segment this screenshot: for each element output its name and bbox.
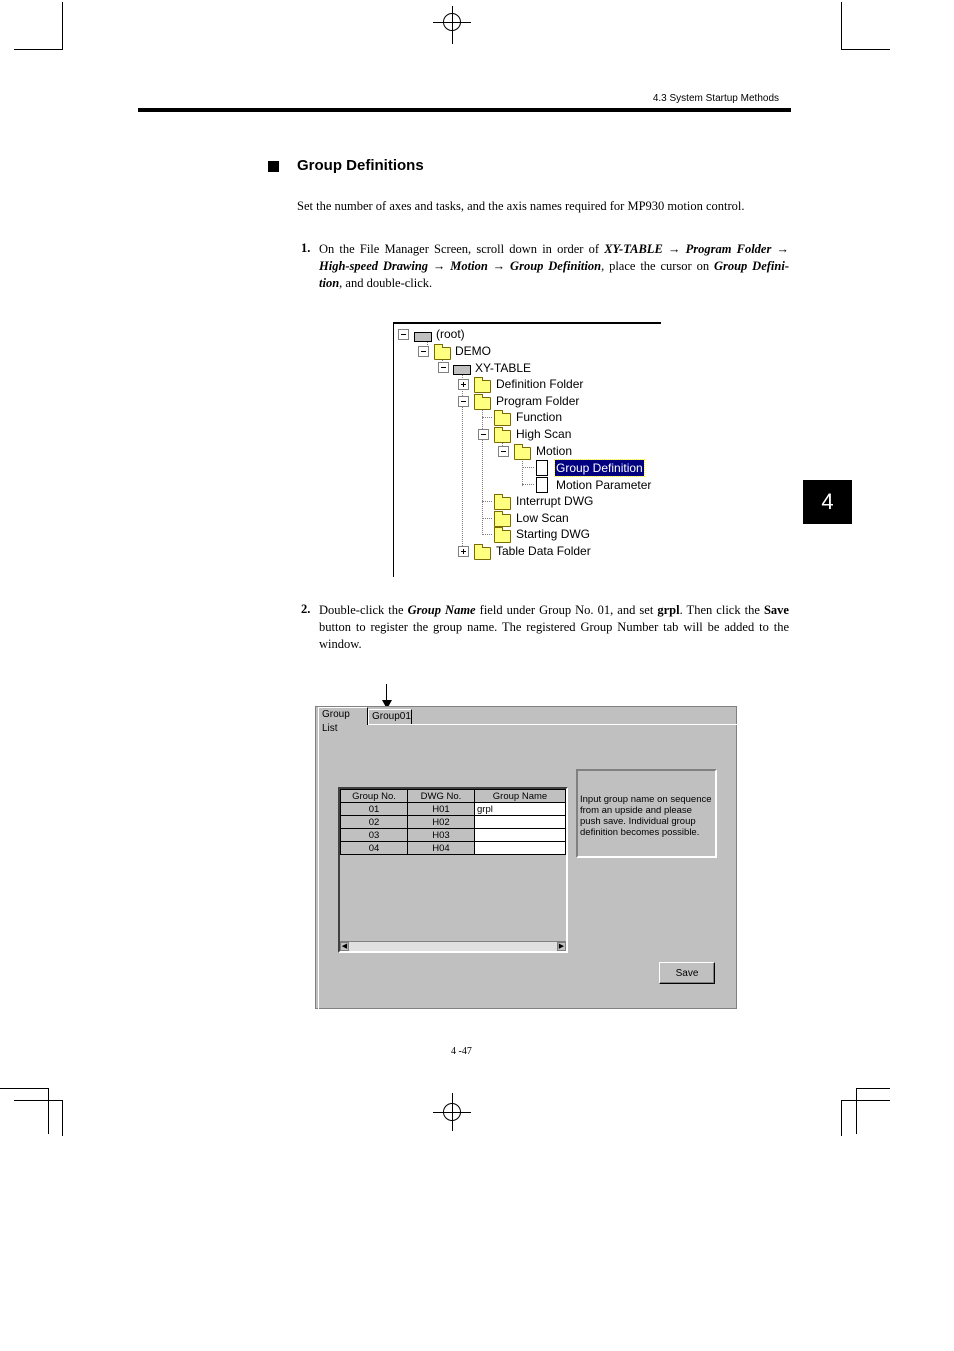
folder-icon — [474, 397, 491, 410]
tree-connector — [482, 501, 492, 502]
tab-group01[interactable]: Group01 — [368, 709, 412, 724]
tree-item-program-folder[interactable]: Program Folder — [496, 394, 580, 408]
crop-mark — [62, 2, 63, 50]
collapse-toggle[interactable] — [478, 429, 489, 440]
folder-icon — [494, 430, 511, 443]
registration-mark — [443, 13, 461, 31]
expand-toggle[interactable] — [458, 546, 469, 557]
crop-mark — [14, 1100, 63, 1101]
step-text: , and double-click. — [339, 276, 433, 290]
document-icon — [536, 460, 548, 476]
folder-icon — [474, 380, 491, 393]
running-header: 4.3 System Startup Methods — [652, 93, 779, 104]
dwg-no-cell: H03 — [408, 829, 475, 842]
collapse-toggle[interactable] — [418, 346, 429, 357]
registration-mark — [443, 1103, 461, 1121]
tree-connector — [522, 484, 534, 485]
table-row — [341, 829, 566, 842]
tree-connector — [522, 456, 523, 486]
group-no-cell: 02 — [341, 816, 408, 829]
step-emphasis: Group Name — [407, 603, 476, 617]
table-row — [341, 816, 566, 829]
collapse-toggle[interactable] — [438, 362, 449, 373]
group-definition-window — [315, 706, 737, 1009]
step-emphasis: grpl — [657, 603, 680, 617]
tree-item-xy-table[interactable]: XY-TABLE — [475, 361, 532, 375]
folder-icon — [514, 447, 531, 460]
step-2-text — [319, 602, 789, 653]
tree-item-motion-parameter[interactable]: Motion Parameter — [556, 478, 652, 492]
tree-item-high-scan[interactable]: High Scan — [516, 427, 572, 441]
dwg-no-cell: H02 — [408, 816, 475, 829]
tree-item-low-scan[interactable]: Low Scan — [516, 511, 569, 525]
column-header[interactable]: Group No. — [341, 790, 408, 803]
frame-edge — [393, 322, 394, 577]
step-text: button to register the group name. The registered Group Number tab will be added to the window. — [319, 620, 789, 651]
crop-mark — [62, 1100, 63, 1136]
tree-item-starting-dwg[interactable]: Starting DWG — [516, 527, 591, 541]
tab-panel — [318, 724, 737, 1009]
step-1-text — [319, 241, 789, 292]
folder-icon — [494, 413, 511, 426]
step-text: , place the cursor on — [601, 259, 714, 273]
tab-group-list[interactable]: Group List — [318, 707, 368, 725]
dwg-no-cell: H01 — [408, 803, 475, 816]
document-icon — [536, 477, 548, 493]
frame-edge — [393, 322, 661, 324]
tree-item-group-definition[interactable]: Group Definition — [556, 461, 643, 475]
folder-icon — [494, 514, 511, 527]
message-text: Input group name on sequence from an upside and please push save. Individual group definition becomes possible. — [580, 794, 712, 838]
crop-mark — [48, 1088, 49, 1134]
group-name-field[interactable]: grpl — [475, 803, 566, 816]
tree-connector — [482, 417, 492, 418]
group-name-field[interactable] — [475, 842, 566, 855]
step-emphasis: XY-TABLE → Program Folder → High-speed Drawing → Motion → Group Definition — [319, 242, 789, 273]
step-number: 1. — [301, 241, 311, 255]
tree-item-definition-folder[interactable]: Definition Folder — [496, 377, 584, 391]
tree-connector — [482, 534, 492, 535]
collapse-toggle[interactable] — [498, 446, 509, 457]
crop-mark — [856, 1088, 890, 1089]
group-no-cell: 01 — [341, 803, 408, 816]
folder-icon — [494, 497, 511, 510]
step-text: On the File Manager Screen, scroll down in order of — [319, 242, 605, 256]
message-box — [576, 769, 717, 858]
section-title: Group Definitions — [297, 157, 424, 174]
intro-paragraph: Set the number of axes and tasks, and the axis names required for MP930 motion control. — [297, 199, 745, 213]
collapse-toggle[interactable] — [398, 329, 409, 340]
tree-item-table-data-folder[interactable]: Table Data Folder — [496, 544, 591, 558]
section-bullet-icon — [268, 161, 279, 172]
step-text: field under Group No. 01, and set — [475, 603, 658, 617]
tree-item-demo[interactable]: DEMO — [455, 344, 491, 358]
crop-mark — [841, 49, 890, 50]
tree-item-motion[interactable]: Motion — [536, 444, 573, 458]
folder-icon — [434, 347, 451, 360]
group-name-field[interactable] — [475, 829, 566, 842]
step-emphasis: Save — [763, 603, 789, 617]
tree-item-interrupt-dwg[interactable]: Interrupt DWG — [516, 494, 594, 508]
drive-icon — [453, 365, 471, 375]
save-button[interactable]: Save — [659, 962, 715, 984]
tree-item-function[interactable]: Function — [516, 410, 563, 424]
crop-mark — [841, 1100, 842, 1136]
tree-item-root[interactable]: (root) — [436, 327, 465, 341]
expand-toggle[interactable] — [458, 379, 469, 390]
file-manager-tree — [393, 322, 661, 577]
column-header[interactable]: Group Name — [475, 790, 566, 803]
group-no-cell: 04 — [341, 842, 408, 855]
tree-connector — [482, 406, 483, 533]
crop-mark — [14, 49, 63, 50]
dwg-no-cell: H04 — [408, 842, 475, 855]
group-name-field[interactable] — [475, 816, 566, 829]
table-row — [341, 803, 566, 816]
folder-icon — [474, 547, 491, 560]
table-row — [341, 842, 566, 855]
group-no-cell: 03 — [341, 829, 408, 842]
crop-mark — [841, 2, 842, 50]
chapter-tab: 4 — [803, 480, 852, 524]
page-number: 4 -47 — [451, 1046, 472, 1057]
crop-mark — [0, 1088, 48, 1089]
tab-strip — [316, 707, 736, 734]
collapse-toggle[interactable] — [458, 396, 469, 407]
step-text: . Then click the — [679, 603, 764, 617]
scroll-right-icon[interactable]: ▶ — [558, 942, 565, 950]
horizontal-scrollbar[interactable] — [340, 941, 566, 951]
step-number: 2. — [301, 602, 311, 616]
step-emphasis: Group Defini-tion — [319, 259, 789, 290]
header-rule — [138, 108, 791, 112]
group-table — [338, 787, 568, 953]
tree-connector — [482, 518, 492, 519]
column-header[interactable]: DWG No. — [408, 790, 475, 803]
crop-mark — [856, 1088, 857, 1134]
scroll-left-icon[interactable]: ◀ — [341, 942, 348, 950]
drive-icon — [414, 332, 432, 342]
folder-icon — [494, 530, 511, 543]
tree-connector — [522, 467, 534, 468]
step-text: Double-click the — [319, 603, 408, 617]
crop-mark — [841, 1100, 890, 1101]
